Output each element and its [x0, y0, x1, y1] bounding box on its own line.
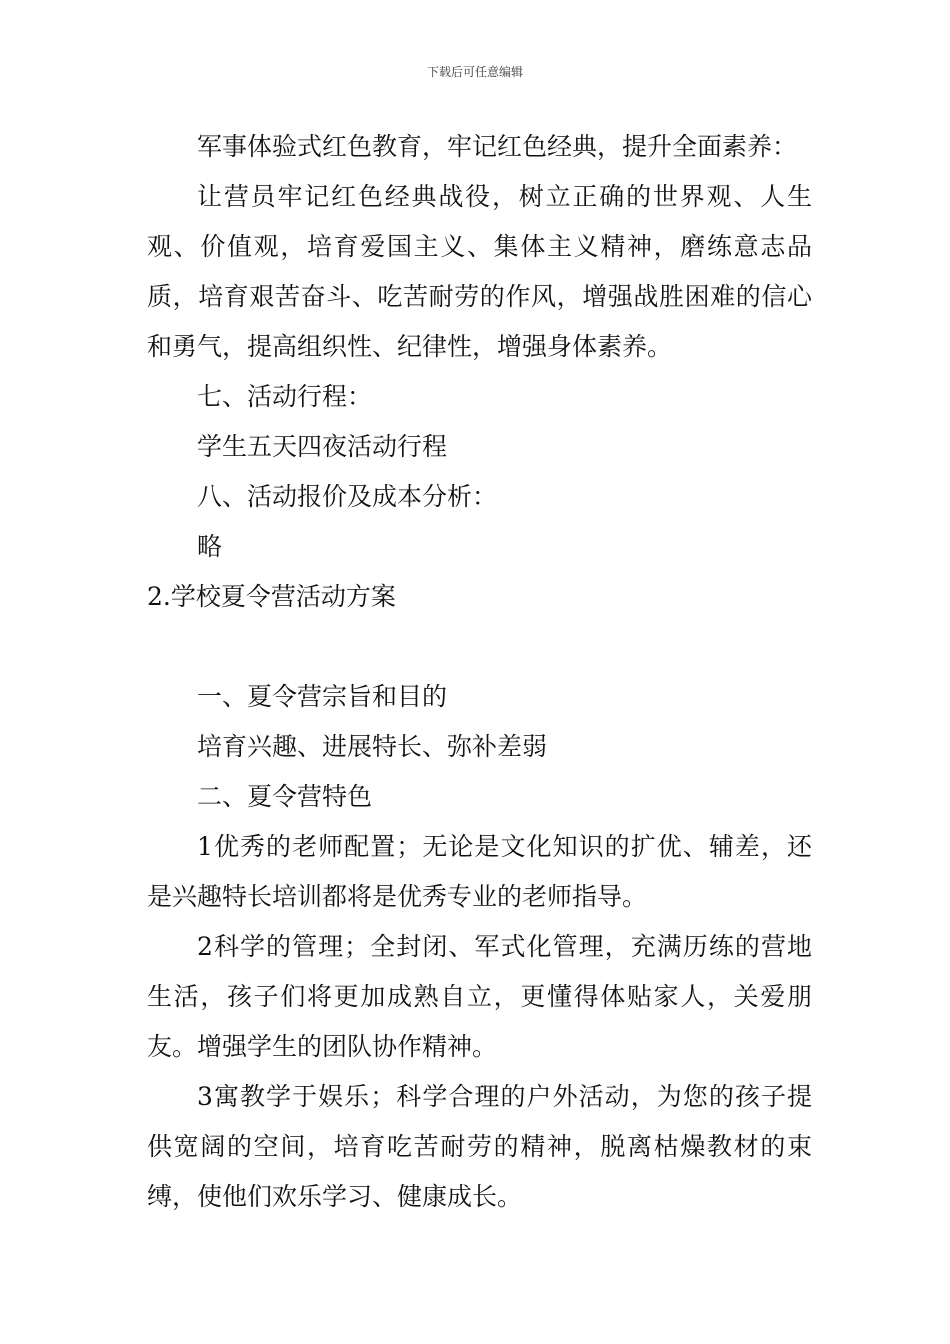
paragraph-feature-entertainment: 3寓教学于娱乐；科学合理的户外活动，为您的孩子提供宽阔的空间，培育吃苦耐劳的精神，脱离枯燥教材的束缚，使他们欢乐学习、健康成长。 [147, 1082, 812, 1211]
paragraph-camp-purpose: 培育兴趣、进展特长、弥补差弱 [197, 732, 548, 761]
heading-activity-schedule: 七、活动行程： [197, 382, 373, 411]
document-body [147, 122, 812, 1222]
heading-camp-features: 二、夏令营特色 [197, 782, 373, 811]
paragraph-omitted: 略 [197, 532, 223, 561]
paragraph-feature-management: 2科学的管理；全封闭、军式化管理，充满历练的营地生活，孩子们将更加成熟自立，更懂得体贴家人，关爱朋友。增强学生的团队协作精神。 [147, 932, 812, 1061]
blank-line [147, 622, 812, 672]
section-title-summer-camp: 2.学校夏令营活动方案 [147, 582, 396, 611]
heading-camp-purpose: 一、夏令营宗旨和目的 [197, 682, 448, 711]
paragraph-red-education-detail: 让营员牢记红色经典战役，树立正确的世界观、人生观、价值观，培育爱国主义、集体主义精神，磨练意志品质，培育艰苦奋斗、吃苦耐劳的作风，增强战胜困难的信心和勇气，提高组织性、纪律性，增强身体素养。 [147, 182, 812, 361]
paragraph-feature-teachers: 1优秀的老师配置；无论是文化知识的扩优、辅差，还是兴趣特长培训都将是优秀专业的老师指导。 [147, 832, 812, 911]
paragraph-schedule-detail: 学生五天四夜活动行程 [197, 432, 448, 461]
paragraph-red-education: 军事体验式红色教育，牢记红色经典，提升全面素养： [197, 132, 798, 161]
heading-quote-cost: 八、活动报价及成本分析： [197, 482, 498, 511]
page-header-note: 下载后可任意编辑 [426, 65, 523, 79]
